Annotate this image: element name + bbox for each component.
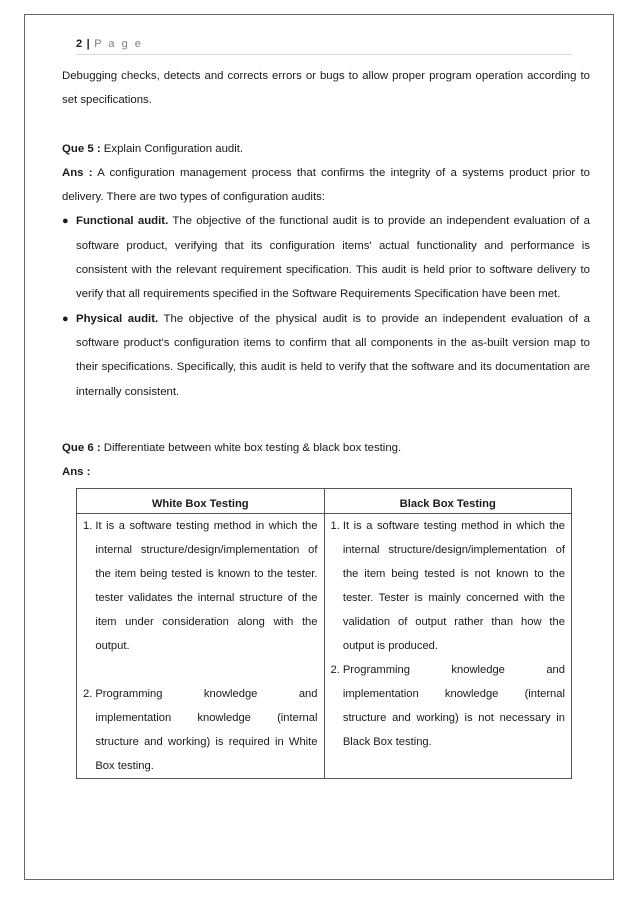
table-header-black: Black Box Testing: [324, 489, 572, 514]
white-box-cell: [77, 514, 325, 779]
document-body: [62, 64, 590, 779]
list-item: [62, 307, 590, 404]
page-header: [76, 38, 143, 50]
q5-label: Que 5 :: [62, 142, 101, 155]
bullet-title: Functional audit.: [76, 215, 169, 228]
black-box-cell: [324, 514, 572, 779]
bullet-title: Physical audit.: [76, 312, 159, 325]
q6-label: Que 6 :: [62, 441, 101, 454]
q5-question: [62, 137, 590, 161]
list-item: 1. It is a software testing method in which the internal structure/design/implementation of the item being tested is known to the tester. tester validates the internal structure of the item under consideration along with the output.: [83, 520, 318, 653]
list-item: 2. Programming knowledge and implementation knowledge (internal structure and working) is not necessary in Black Box testing.: [330, 664, 565, 749]
audit-list: [62, 209, 590, 403]
q5-answer: [62, 161, 590, 210]
bullet-icon: ●: [62, 215, 69, 228]
q6-answer: [62, 460, 590, 484]
list-item: 1. It is a software testing method in which the internal structure/design/implementation of the item being tested is not known to the tester. Tester is mainly concerned with the validation of output rather than how the output is produced.: [330, 520, 565, 653]
table-header-white: White Box Testing: [77, 489, 325, 514]
bullet-text: The objective of the functional audit is to provide an independent evaluation of a software product, verifying that its configuration items' actual functionality and performance is consistent with the relevant requirement specification. This audit is held prior to software delivery to verify that all requirements specified in the Software Requirements Specification have been met.: [76, 215, 590, 301]
comparison-table: [76, 488, 572, 779]
page-word: P a g e: [94, 38, 143, 50]
header-separator: |: [86, 38, 91, 50]
intro-paragraph: Debugging checks, detects and corrects errors or bugs to allow proper program operation according to set specifications.: [62, 70, 590, 107]
header-rule: [76, 54, 572, 55]
q6-ans-label: Ans :: [62, 466, 91, 479]
q5-question-text: Explain Configuration audit.: [100, 142, 244, 155]
q6-question-text: Differentiate between white box testing & black box testing.: [100, 441, 402, 454]
bullet-icon: ●: [62, 312, 69, 325]
bullet-text: The objective of the physical audit is to provide an independent evaluation of a software product's configuration items to confirm that all components in the as-built version map to their specifications. Specifically, this audit is held to verify that the software and its documentation are internally consistent.: [76, 312, 590, 398]
q5-answer-text: A configuration management process that confirms the integrity of a systems product prior to delivery. There are two types of configuration audits:: [62, 166, 590, 204]
q5-ans-label: Ans :: [62, 166, 93, 179]
list-item: 2. Programming knowledge and implementation knowledge (internal structure and working) is required in White Box testing.: [83, 688, 318, 773]
q6-question: [62, 436, 590, 460]
list-item: [62, 209, 590, 306]
page-number: 2: [76, 38, 83, 50]
